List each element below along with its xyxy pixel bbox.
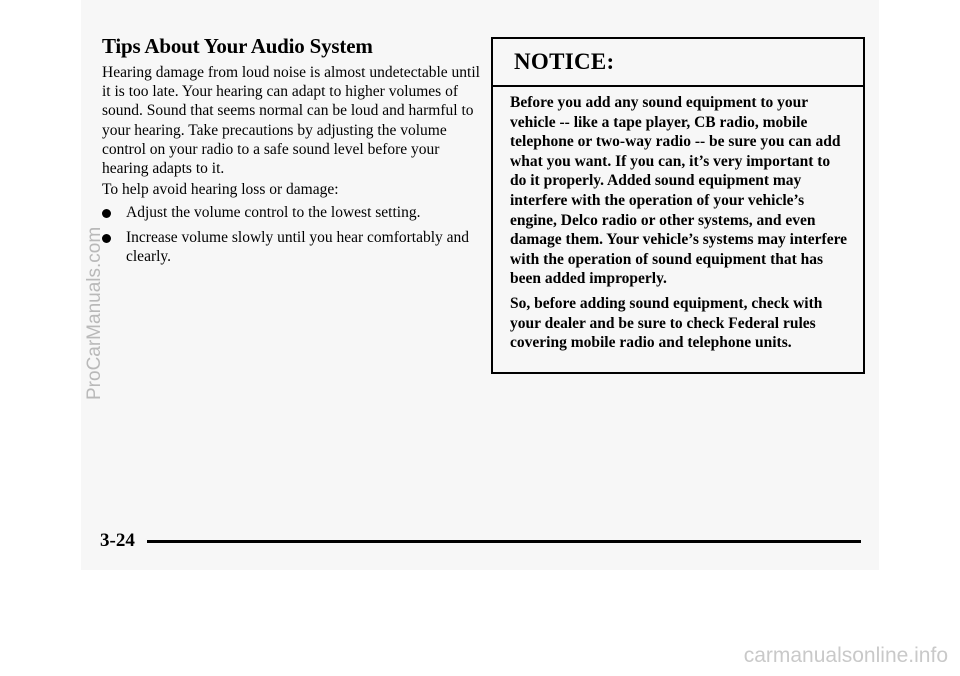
section-heading: Tips About Your Audio System [102,34,373,58]
notice-box [491,37,865,374]
notice-title: NOTICE: [493,39,863,87]
page-number: 3-24 [100,530,135,551]
notice-body [493,87,863,353]
list-item-text: Adjust the volume control to the lowest setting. [126,204,421,221]
footer-watermark: carmanualsonline.info [743,644,948,667]
intro-paragraph: Hearing damage from loud noise is almost undetectable until it is too late. Your hearing can adapt to higher volumes of sound. Sound that seems normal can be loud and harmful to your hearing. Take precautions by adjusting the volume control on your radio to a safe sound level before your hearing adapts to it. [102,64,480,178]
notice-paragraph: Before you add any sound equipment to your vehicle -- like a tape player, CB radio, mobile telephone or two-way radio -- be sure you can add what you want. If you can, it’s very important to do it properly. Added sound equipment may interfere with the operation of your vehicle’s engine, Delco radio or other systems, and even damage them. Your vehicle’s systems may interfere with the operation of sound equipment that has been added improperly. [510,94,848,288]
list-item [100,228,480,266]
bullet-icon [102,209,111,218]
list-item-text: Increase volume slowly until you hear comfortably and clearly. [126,229,470,266]
lead-sentence: To help avoid hearing loss or damage: [102,181,339,198]
list-item [100,203,480,222]
side-watermark [84,380,106,400]
notice-paragraph: So, before adding sound equipment, check with your dealer and be sure to check Federal rules covering mobile radio and telephone units. [510,294,823,352]
footer-rule [147,540,861,543]
tips-list [100,203,480,273]
